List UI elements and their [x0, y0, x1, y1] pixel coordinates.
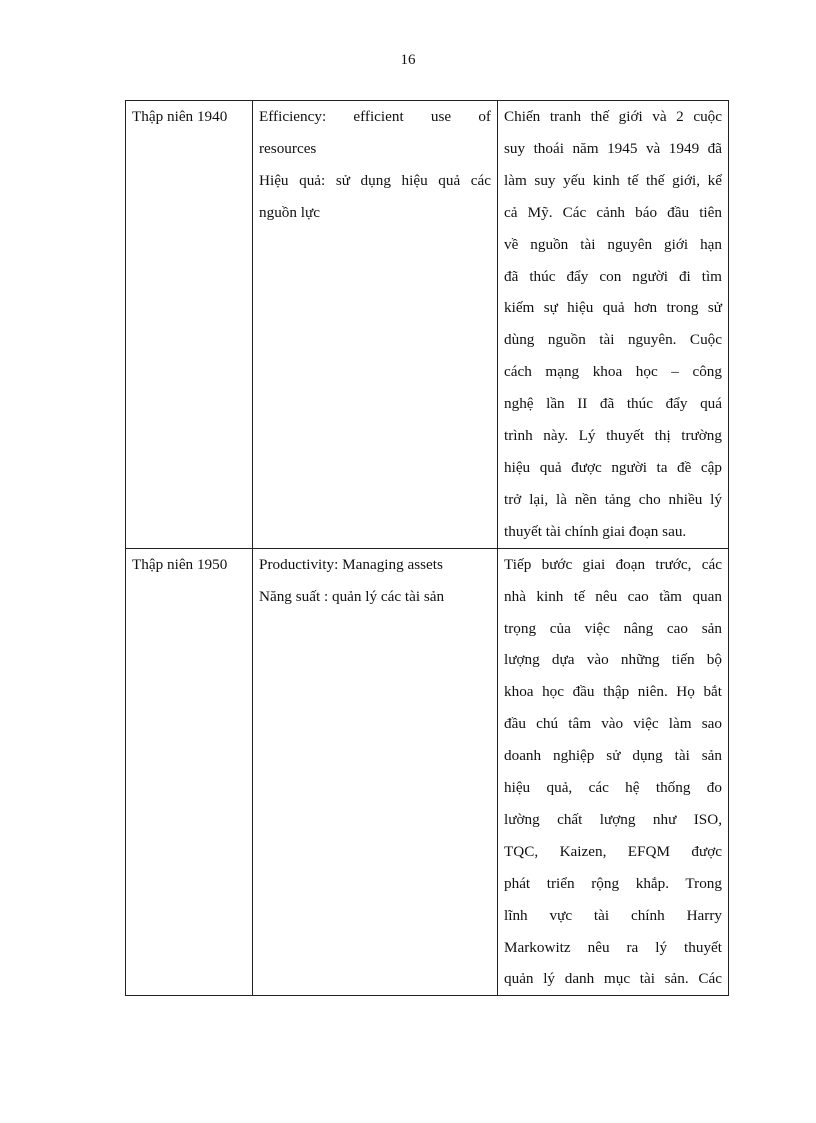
description-line: TQC, Kaizen, EFQM được	[504, 842, 722, 860]
history-table	[125, 100, 729, 996]
concept-cell	[253, 548, 498, 996]
description-line: lường chất lượng như ISO,	[504, 810, 722, 828]
description-line: kiếm sự hiệu quả hơn trong sử	[504, 299, 722, 317]
description-cell	[498, 101, 729, 549]
period-cell	[126, 548, 253, 996]
description-line: làm suy yếu kinh tế thế giới, kể	[504, 171, 722, 189]
description-line: hiệu quả, các hệ thống đo	[504, 779, 722, 797]
page-number: 16	[400, 52, 416, 68]
description-line: doanh nghiệp sử dụng tài sản	[504, 747, 722, 765]
description-line: quản lý danh mục tài sản. Các	[504, 970, 722, 988]
concept-vietnamese-line: nguồn lực	[259, 203, 320, 221]
description-line: Tiếp bước giai đoạn trước, các	[504, 555, 722, 573]
description-line: nghệ lần II đã thúc đẩy quá	[504, 395, 722, 413]
description-line: cả Mỹ. Các cảnh báo đầu tiên	[504, 203, 722, 221]
concept-english-line: resources	[259, 139, 317, 157]
concept-english-line: Productivity: Managing assets	[259, 555, 443, 573]
description-line: phát triển rộng khắp. Trong	[504, 874, 722, 892]
description-line: dùng nguồn tài nguyên. Cuộc	[504, 331, 722, 349]
description-line: thuyết tài chính giai đoạn sau.	[504, 522, 687, 540]
concept-vietnamese-line: Năng suất : quản lý các tài sản	[259, 587, 445, 605]
concept-cell	[253, 101, 498, 549]
period-label: Thập niên 1940	[132, 108, 228, 125]
description-line: suy thoái năm 1945 và 1949 đã	[504, 139, 722, 157]
period-cell	[126, 101, 253, 549]
table-row	[126, 548, 729, 996]
concept-english-line: Efficiency: efficient use of	[259, 108, 491, 125]
description-line: lĩnh vực tài chính Harry	[504, 906, 722, 924]
description-line: khoa học đầu thập niên. Họ bắt	[504, 683, 722, 701]
description-line: hiệu quả được người ta đề cập	[504, 458, 722, 476]
description-line: trọng của việc nâng cao sản	[504, 619, 722, 637]
description-line: trở lại, là nền tảng cho nhiều lý	[504, 490, 722, 508]
description-line: về nguồn tài nguyên giới hạn	[504, 235, 722, 253]
description-line: Markowitz nêu ra lý thuyết	[504, 938, 722, 956]
description-line: cách mạng khoa học – công	[504, 363, 722, 381]
description-line: lượng dựa vào những tiến bộ	[504, 651, 722, 669]
description-line: đã thúc đẩy con người đi tìm	[504, 267, 722, 285]
table-row	[126, 101, 729, 549]
description-line: nhà kinh tế nêu cao tầm quan	[504, 587, 722, 605]
description-line: đầu chú tâm vào việc làm sao	[504, 715, 722, 733]
description-line: Chiến tranh thế giới và 2 cuộc	[504, 108, 722, 125]
description-line: trình này. Lý thuyết thị trường	[504, 427, 722, 445]
period-label: Thập niên 1950	[132, 555, 228, 573]
concept-vietnamese-line: Hiệu quả: sử dụng hiệu quả các	[259, 171, 491, 189]
description-cell	[498, 548, 729, 996]
